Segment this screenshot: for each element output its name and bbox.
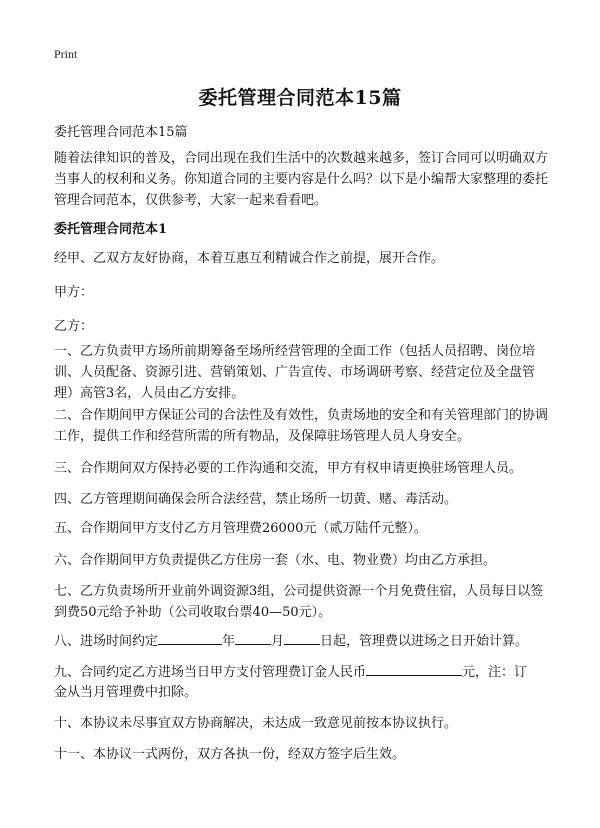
day-blank[interactable]	[284, 630, 320, 645]
clause-9	[54, 661, 554, 683]
clause-3: 三、合作期间双方保持必要的工作沟通和交流，甲方有权申请更换驻场管理人员。	[54, 461, 523, 476]
clause-9-continued: 金从当月管理费中扣除。	[54, 685, 198, 700]
party-a-label: 甲方：	[54, 285, 94, 300]
clause-5: 五、合作期间甲方支付乙方月管理费26000元（贰万陆仟元整）。	[54, 521, 427, 536]
document-subtitle: 委托管理合同范本15篇	[54, 125, 188, 140]
section-heading: 委托管理合同范本1	[54, 222, 168, 237]
party-b-label: 乙方：	[54, 319, 94, 334]
month-blank[interactable]	[235, 630, 271, 645]
clause-8-year: 年	[222, 634, 236, 649]
document-title: 委托管理合同范本15篇	[198, 87, 402, 109]
clause-2: 二、合作期间甲方保证公司的合法性及有效性，负责场地的安全和有关管理部门的协调工作，提供工作和经营所需的所有物品，及保障驻场管理人员人身安全。	[54, 408, 549, 444]
clause-8-suffix: 日起，管理费以进场之日开始计算。	[320, 634, 529, 649]
clause-7: 七、乙方负责场所开业前外调资源3组，公司提供资源一个月免费住宿，人员每日以签到费50元给予补助（公司收取台票40—50元）。	[54, 584, 544, 620]
year-blank[interactable]	[158, 630, 222, 645]
clause-8-month: 月	[271, 634, 285, 649]
clause-4: 四、乙方管理期间确保会所合法经营，禁止场所一切黄、赌、毒活动。	[54, 492, 458, 507]
deposit-amount-blank[interactable]	[366, 661, 462, 676]
intro-paragraph: 随着法律知识的普及，合同出现在我们生活中的次数越来越多，签订合同可以明确双方当事人的权利和义务。你知道合同的主要内容是什么吗？以下是小编帮大家整理的委托管理合同范本，仅供参考，大家一起来看看吧。	[54, 151, 549, 208]
clause-11: 十一、本协议一式两份，双方各执一份，经双方签字后生效。	[54, 747, 406, 762]
clause-6: 六、合作期间甲方负责提供乙方住房一套（水、电、物业费）均由乙方承担。	[54, 553, 497, 568]
print-link[interactable]: Print	[54, 47, 78, 61]
clause-1: 一、乙方负责甲方场所前期筹备至场所经营管理的全面工作（包括人员招聘、岗位培训、人员配备、资源引进、营销策划、广告宣传、市场调研考察、经营定位及全盘管理）高管3名，人员由乙方安排。	[54, 344, 536, 401]
clause-8	[54, 630, 554, 652]
clause-9-suffix: 元，注：订	[462, 665, 528, 680]
clause-8-prefix: 八、进场时间约定	[54, 634, 159, 649]
clause-10: 十、本协议未尽事宜双方协商解决，未达成一致意见前按本协议执行。	[54, 716, 458, 731]
clause-9-prefix: 九、合同约定乙方进场当日甲方支付管理费订金人民币	[54, 665, 367, 680]
preamble-paragraph: 经甲、乙双方友好协商，本着互惠互利精诚合作之前提，展开合作。	[54, 251, 445, 266]
